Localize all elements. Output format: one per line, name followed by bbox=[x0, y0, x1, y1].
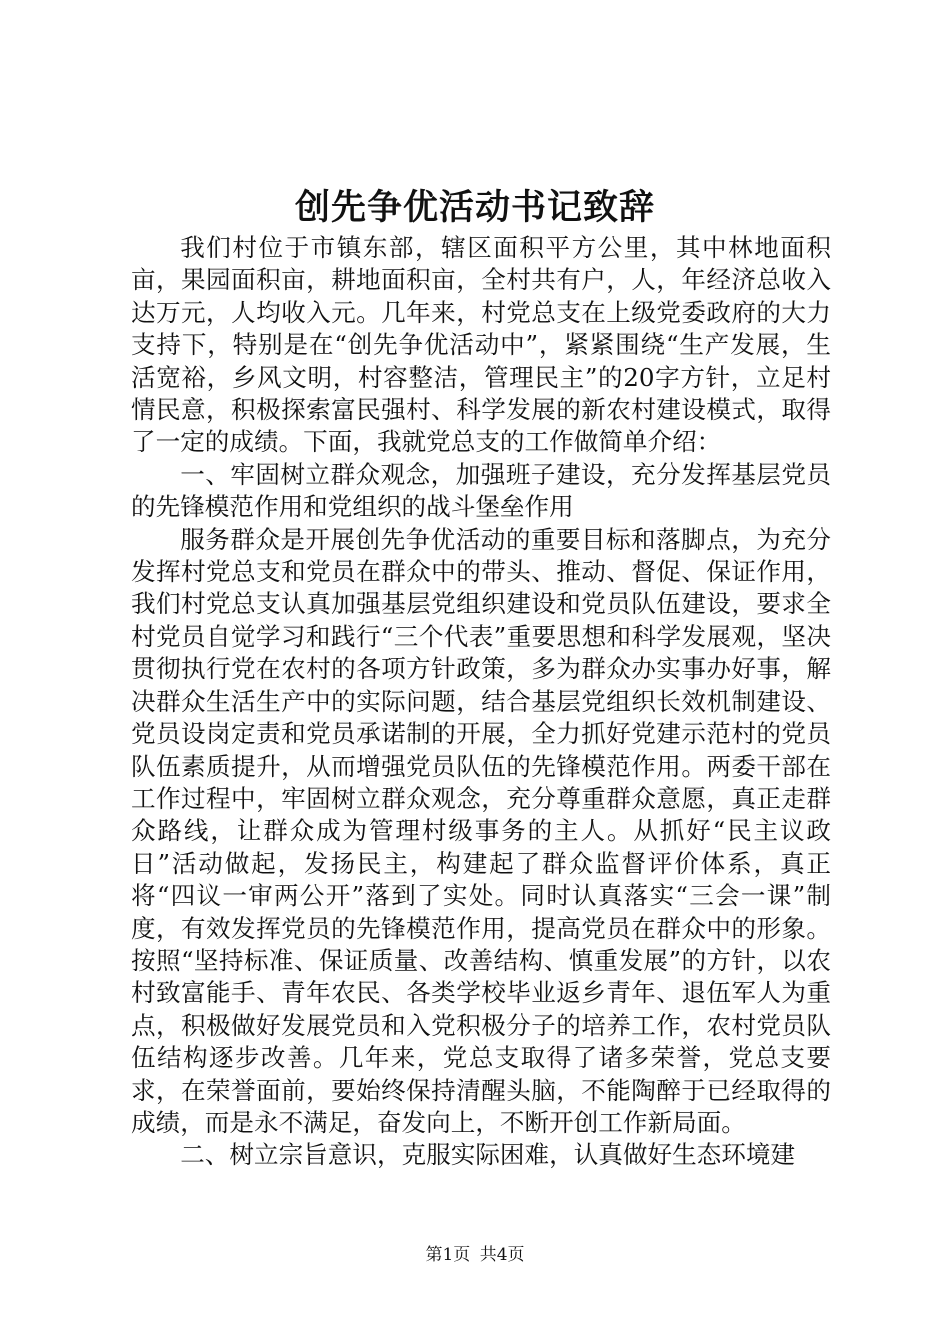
page-footer: 第1页 共4页 bbox=[425, 1245, 525, 1265]
paragraph-section-1-body: 服务群众是开展创先争优活动的重要目标和落脚点，为充分发挥村党总支和党员在群众中的带头、推动、督促、保证作用，我们村党总支认真加强基层党组织建设和党员队伍建设，要求全村党员自觉学习和践行“三个代表”重要思想和科学发展观，坚决贯彻执行党在农村的各项方针政策，多为群众办实事办好事，解决群众生活生产中的实际问题，结合基层党组织长效机制建设、党员设岗定责和党员承诺制的开展，全力抓好党建示范村的党员队伍素质提升，从而增强党员队伍的先锋模范作用。两委干部在工作过程中，牢固树立群众观念，充分尊重群众意愿，真正走群众路线，让群众成为管理村级事务的主人。从抓好“民主议政日”活动做起，发扬民主，构建起了群众监督评价体系，真正将“四议一审两公开”落到了实处。同时认真落实“三会一课”制度，有效发挥党员的先锋模范作用，提高党员在群众中的形象。按照“坚持标准、保证质量、改善结构、慎重发展”的方针，以农村致富能手、青年农民、各类学校毕业返乡青年、退伍军人为重点，积极做好发展党员和入党积极分子的培养工作，农村党员队伍结构逐步改善。几年来，党总支取得了诸多荣誉，党总支要求，在荣誉面前，要始终保持清醒头脑，不能陶醉于已经取得的成绩，而是永不满足，奋发向上，不断开创工作新局面。 bbox=[131, 524, 831, 1137]
paragraph-section-1-heading: 一、牢固树立群众观念，加强班子建设，充分发挥基层党员的先锋模范作用和党组织的战斗堡垒作用 bbox=[131, 459, 831, 522]
paragraph-section-2-heading: 二、树立宗旨意识，克服实际困难，认真做好生态环境建 bbox=[180, 1140, 796, 1170]
paragraph-intro: 我们村位于市镇东部，辖区面积平方公里，其中林地面积亩，果园面积亩，耕地面积亩，全村共有户，人，年经济总收入达万元，人均收入元。几年来，村党总支在上级党委政府的大力支持下，特别是在“创先争优活动中”，紧紧围绕“生产发展，生活宽裕，乡风文明，村容整洁，管理民主”的20字方针，立足村情民意，积极探索富民强村、科学发展的新农村建设模式，取得了一定的成绩。下面，我就党总支的工作做简单介绍： bbox=[131, 233, 831, 457]
document-body bbox=[131, 232, 831, 1172]
document-title: 创先争优活动书记致辞 bbox=[294, 187, 655, 228]
